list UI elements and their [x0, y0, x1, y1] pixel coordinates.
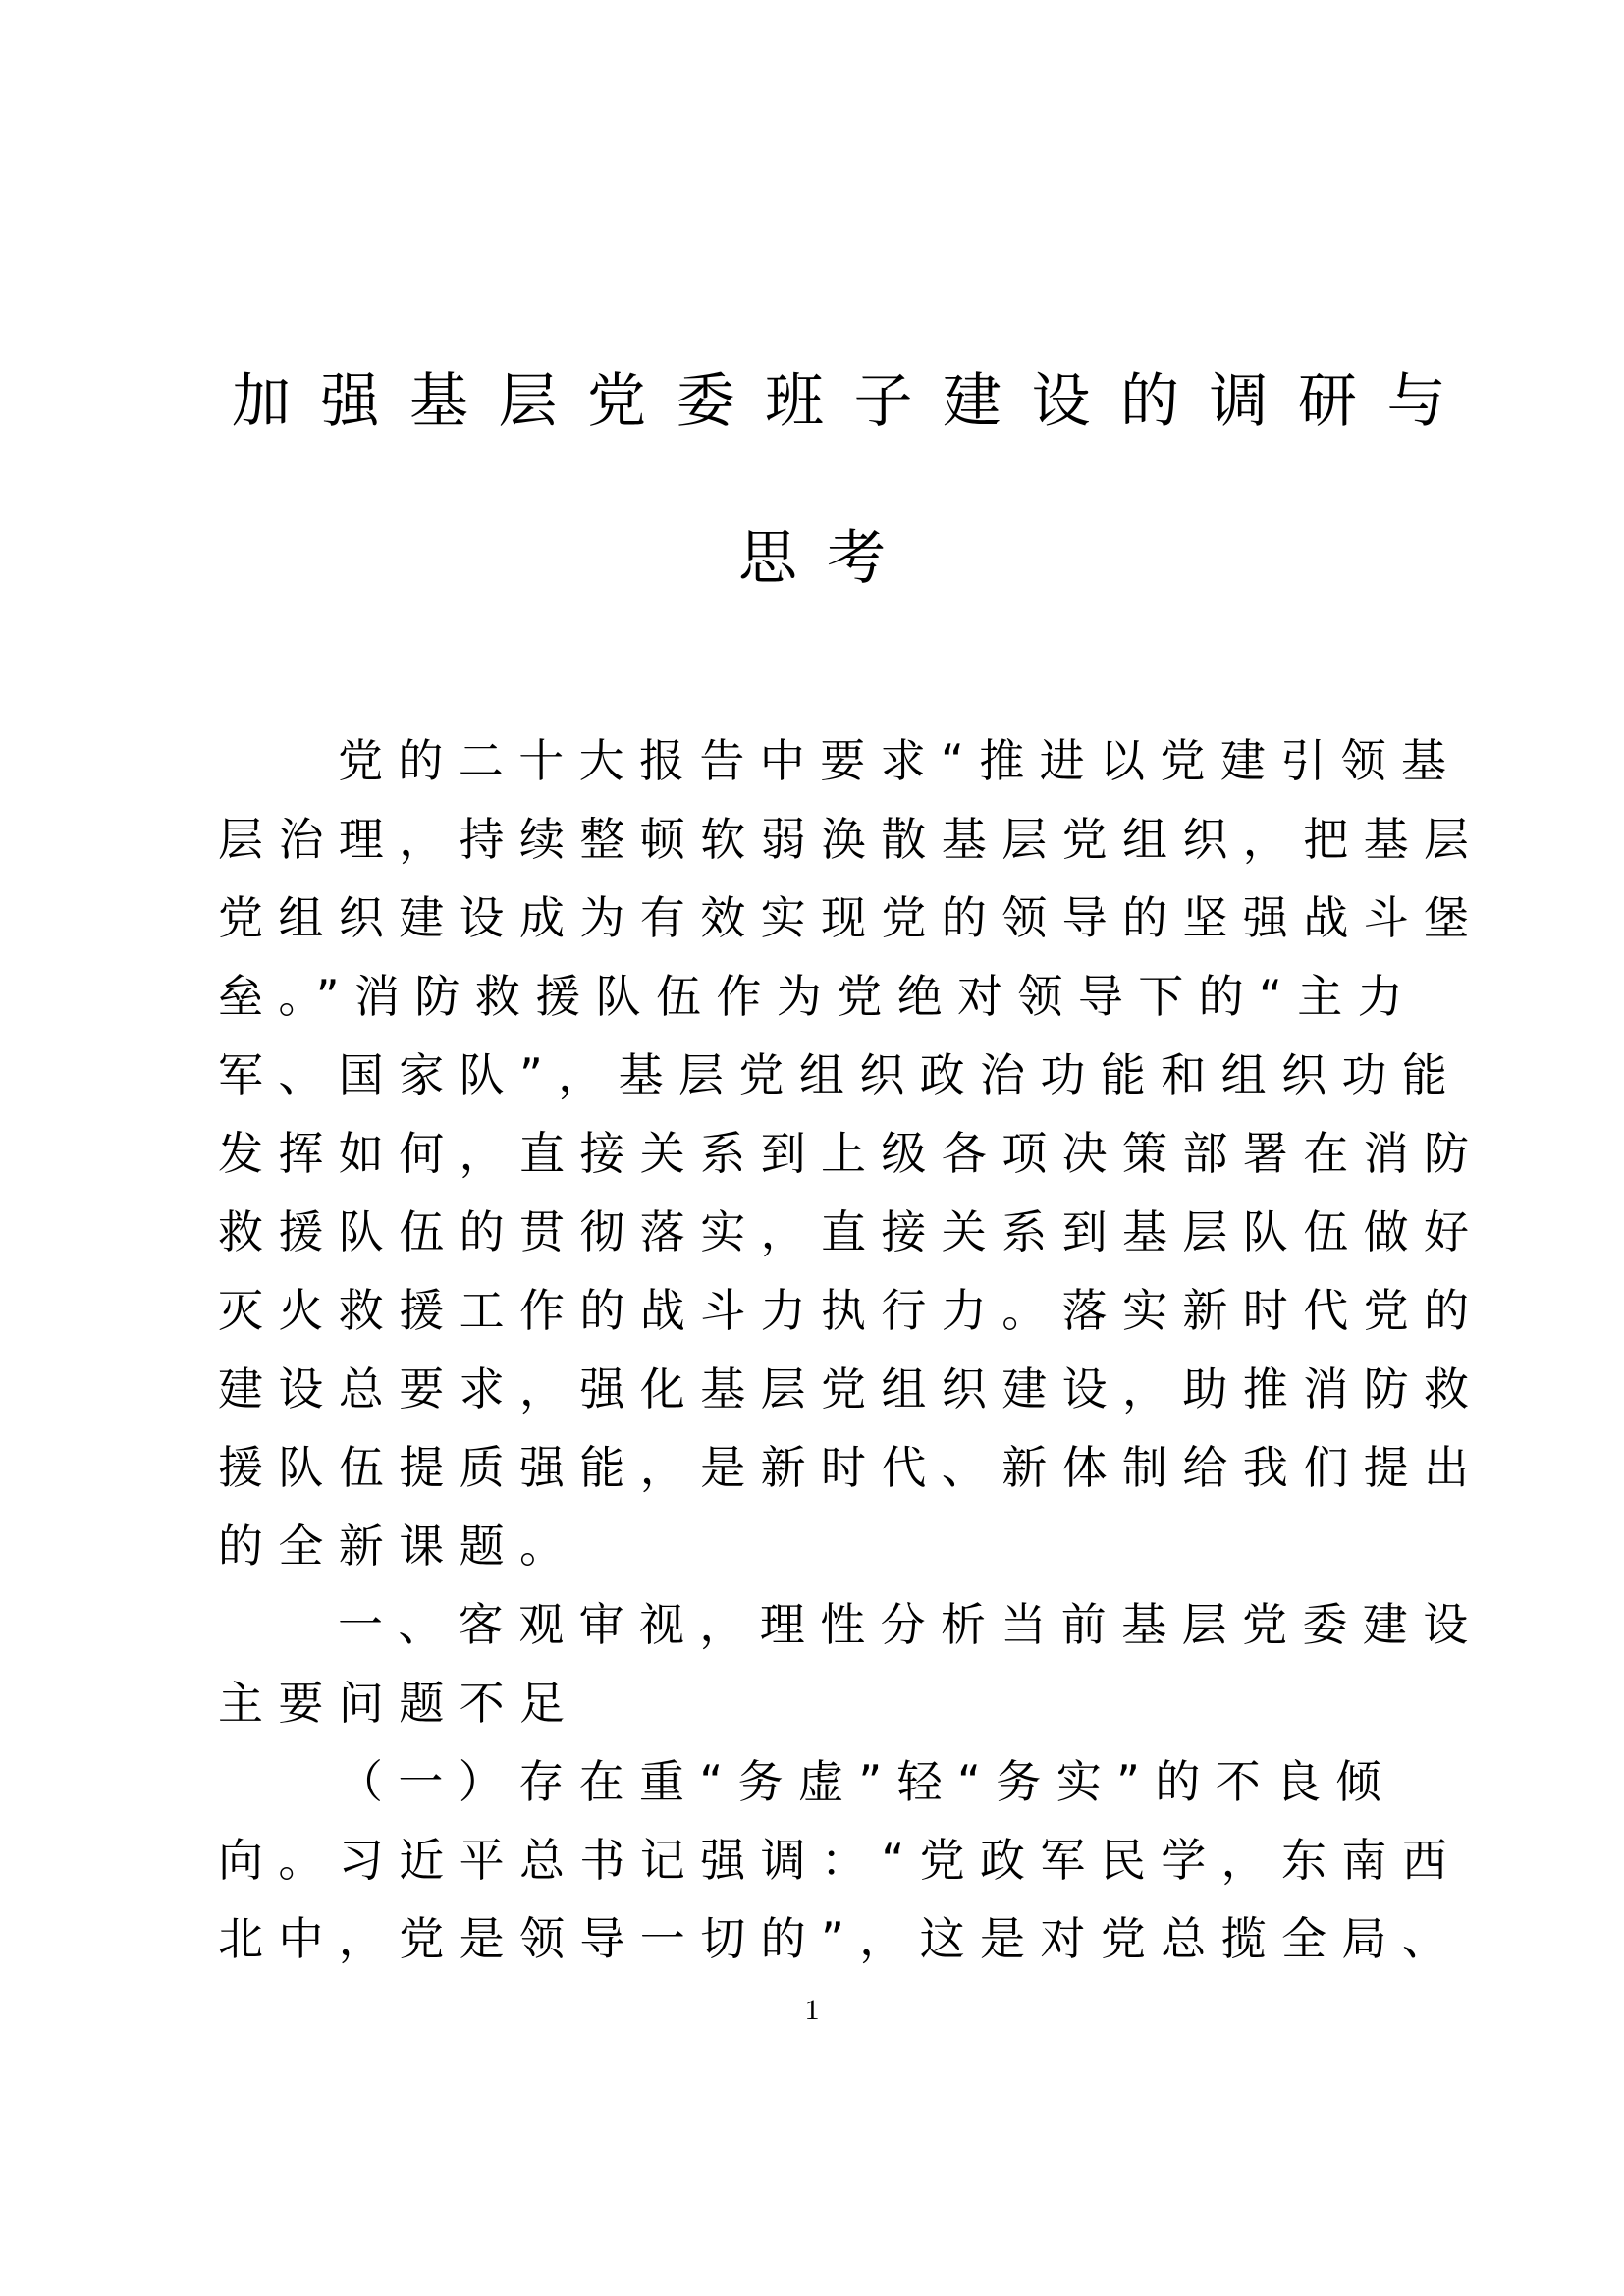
body-line-paragraph-start: 党的二十大报告中要求“推进以党建引领基 [338, 734, 1462, 787]
body-line: 救援队伍的贯彻落实，直接关系到基层队伍做好 [218, 1205, 1485, 1258]
subsection-line-start: （一）存在重“务虚”轻“务实”的不良倾 [338, 1755, 1396, 1808]
page-number: 1 [804, 1994, 820, 2026]
body-line: 北中，党是领导一切的”，这是对党总揽全局、 [218, 1912, 1463, 1965]
body-line: 党组织建设成为有效实现党的领导的坚强战斗堡 [218, 891, 1485, 944]
body-line: 军、国家队”，基层党组织政治功能和组织功能 [218, 1048, 1463, 1101]
document-title-line-1: 加强基层党委班子建设的调研与 [232, 367, 1476, 436]
section-heading-line: 一、客观审视，理性分析当前基层党委建设 [338, 1598, 1484, 1651]
body-line: 灭火救援工作的战斗力执行力。落实新时代党的 [218, 1284, 1485, 1337]
body-line: 援队伍提质强能，是新时代、新体制给我们提出 [218, 1441, 1485, 1494]
body-line: 层治理，持续整顿软弱涣散基层党组织，把基层 [218, 813, 1485, 866]
document-body [218, 730, 1485, 1987]
body-line: 垒。”消防救援队伍作为党绝对领导下的“主力 [218, 970, 1419, 1023]
body-line: 的全新课题。 [218, 1520, 580, 1573]
document-title-line-2: 思考 [738, 524, 915, 593]
body-line: 发挥如何，直接关系到上级各项决策部署在消防 [218, 1127, 1485, 1180]
body-line: 建设总要求，强化基层党组织建设，助推消防救 [218, 1362, 1485, 1415]
body-line: 向。习近平总书记强调：“党政军民学，东南西 [218, 1834, 1463, 1887]
section-heading-line: 主要问题不足 [218, 1677, 580, 1730]
